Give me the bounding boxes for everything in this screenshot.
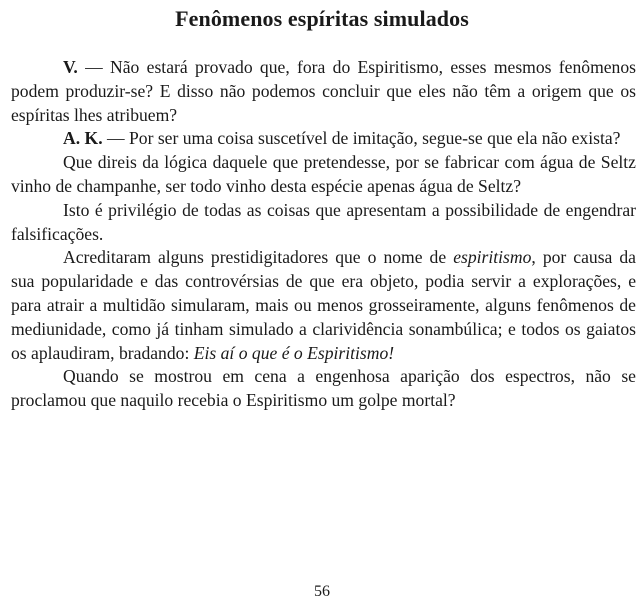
paragraph-text: Acreditaram alguns prestidigitadores que o nome de [63, 247, 454, 268]
emphasis-term: espiritismo [453, 247, 532, 268]
speaker-label: A. K. [63, 128, 103, 149]
paragraph-text: , por causa da sua popularidade e das controvérsias de que era objeto, podia servir a explorações, e para atrair a multidão simularam, mais ou menos grosseiramente, alguns fenômenos de mediunidade, como já tinham simulado a clarividência sonambúlica; e todos os gaiatos os aplaudiram, bradando: [11, 247, 636, 363]
body-text [11, 56, 636, 413]
paragraph-2 [11, 127, 636, 151]
paragraph-5 [11, 246, 636, 365]
paragraph-text: — Não estará provado que, fora do Espiritismo, esses mesmos fenômenos podem produzir-se? E disso não podemos concluir que eles não têm a origem que os espíritas lhes atribuem? [11, 57, 636, 125]
paragraph-6: Quando se mostrou em cena a engenhosa aparição dos espectros, não se proclamou que naquilo recebia o Espiritismo um golpe mortal? [11, 366, 636, 411]
paragraph-text: — Por ser uma coisa suscetível de imitação, segue-se que ela não exista? [102, 128, 621, 149]
page-number: 56 [314, 583, 330, 600]
quoted-exclamation: Eis aí o que é o Espiritismo! [193, 342, 395, 363]
page-title: Fenômenos espíritas simulados [175, 6, 469, 31]
paragraph-1 [11, 56, 636, 127]
paragraph-3: Que direis da lógica daquele que pretendesse, por se fabricar com água de Seltz vinho de champanhe, ser todo vinho desta espécie apenas água de Seltz? [11, 152, 636, 196]
speaker-label: V. [63, 57, 78, 77]
paragraph-4: Isto é privilégio de todas as coisas que apresentam a possibilidade de engendrar falsificações. [11, 199, 636, 244]
